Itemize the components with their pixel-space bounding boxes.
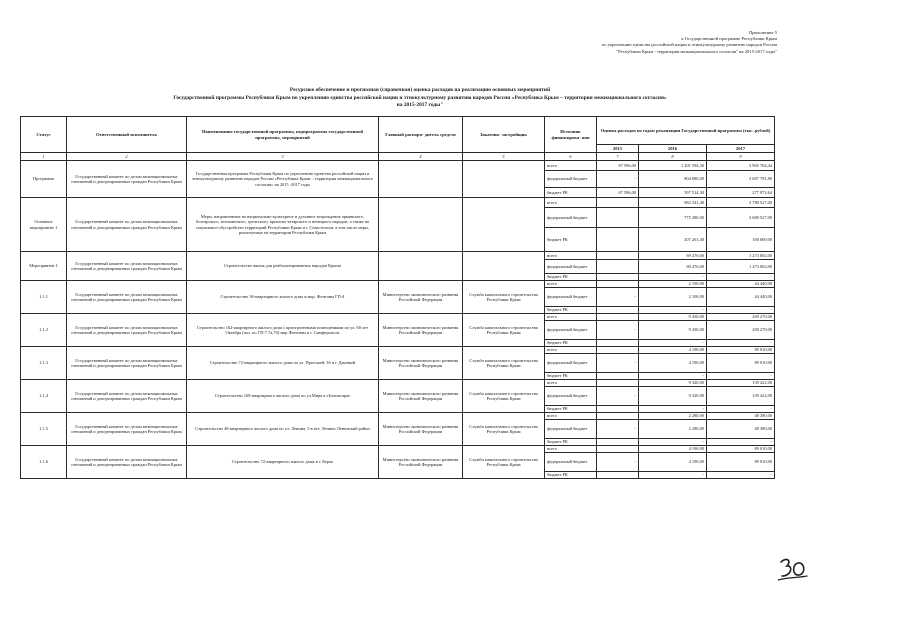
manager-cell: Министерство экономического развития Российской Федерации [379, 380, 463, 413]
value-2015-cell: - [597, 321, 639, 340]
appendix-line-1: Приложение 5 [748, 30, 777, 35]
value-2017-cell: 48 380,00 [707, 420, 775, 439]
value-2016-cell: 9 430,00 [639, 314, 707, 321]
value-2016-cell: - [639, 307, 707, 314]
table-body [21, 161, 775, 479]
value-2016-cell: 4 190,00 [639, 347, 707, 354]
value-2017-cell: 3 965 764,44 [707, 161, 775, 171]
value-2016-cell: 4 190,00 [639, 453, 707, 472]
customer-cell [463, 198, 545, 252]
source-cell: бюджет РК [545, 307, 597, 314]
value-2015-cell [597, 314, 639, 321]
value-2017-cell: 1 273 002,00 [707, 260, 775, 274]
value-2016-cell: 207 261,40 [639, 228, 707, 252]
value-2017-cell: 89 010,00 [707, 453, 775, 472]
appendix-line-2: к Государственной программе Республики Крым [681, 36, 777, 42]
value-2015-cell [597, 406, 639, 413]
executor-cell: Государственный комитет по делам межнациональных отношений и депортированных граждан Республики Крым [67, 380, 187, 413]
source-cell: федеральный бюджет [545, 208, 597, 228]
customer-cell: Служба капитального строительства Республики Крым [463, 446, 545, 479]
customer-cell: Служба капитального строительства Республики Крым [463, 314, 545, 347]
header-year-2017: 2017 [707, 145, 775, 153]
status-cell: 1.1.3 [21, 347, 67, 380]
value-2015-cell [597, 228, 639, 252]
column-index: 6 [545, 153, 597, 161]
value-2017-cell: 3 680 527,00 [707, 208, 775, 228]
customer-cell [463, 161, 545, 198]
value-2016-cell: - [639, 406, 707, 413]
status-cell: Программа [21, 161, 67, 198]
source-cell: всего [545, 446, 597, 453]
value-2015-cell [597, 198, 639, 208]
manager-cell: Министерство экономического развития Российской Федерации [379, 314, 463, 347]
value-2016-cell: 9 320,00 [639, 387, 707, 406]
status-cell: 1.1.2 [21, 314, 67, 347]
source-cell: федеральный бюджет [545, 354, 597, 373]
value-2017-cell: 100 000,00 [707, 228, 775, 252]
source-cell: федеральный бюджет [545, 420, 597, 439]
value-2017-cell: 139 422,00 [707, 380, 775, 387]
status-cell: 1.1.5 [21, 413, 67, 446]
value-2015-cell: - [597, 171, 639, 188]
value-2016-cell: 69 476,00 [639, 260, 707, 274]
header-customer: Заказчик- застройщик [463, 117, 545, 153]
value-2016-cell: - [639, 340, 707, 347]
document-title [40, 87, 800, 110]
value-2015-cell [597, 281, 639, 288]
value-2017-cell: - [707, 472, 775, 479]
activity-name-cell: Строительство 48-квартирного жилого дома по ул. Ленина, 5 в пгт. Ленино Ленинский район [187, 413, 379, 446]
value-2015-cell [597, 446, 639, 453]
value-2015-cell [597, 208, 639, 228]
header-source: Источник финансирова- ния [545, 117, 597, 153]
manager-cell: Министерство экономического развития Российской Федерации [379, 281, 463, 314]
value-2017-cell: - [707, 340, 775, 347]
value-2017-cell: 89 010,00 [707, 347, 775, 354]
value-2016-cell: 2 280,00 [639, 413, 707, 420]
activity-name-cell: Строительство жилья для реабилитированных народов Крыма [187, 252, 379, 281]
table-row [21, 380, 775, 387]
source-cell: бюджет РК [545, 188, 597, 198]
value-2017-cell: - [707, 406, 775, 413]
header-executor: Ответственный исполнитель [67, 117, 187, 153]
value-2016-cell: - [639, 439, 707, 446]
activity-name-cell: Государственная программа Республики Крым по укреплению единства российской нации и этнокультурному развитию народов России «Республика Крым – территория межнационального согласия» на 2015 -2017 годы [187, 161, 379, 198]
value-2015-cell [597, 373, 639, 380]
executor-cell: Государственный комитет по делам межнациональных отношений и депортированных граждан Республики Крым [67, 347, 187, 380]
source-cell: бюджет РК [545, 274, 597, 281]
manager-cell: Министерство экономического развития Российской Федерации [379, 446, 463, 479]
value-2015-cell: 67 596,00 [597, 161, 639, 171]
executor-cell: Государственный комитет по делам межнациональных отношений и депортированных граждан Республики Крым [67, 413, 187, 446]
activity-name-cell: Строительство 162-квартирного жилого дома с пристроенными помещениями по ул. 60 лет Октября (поз. по ГП-7,7а,7б) мкр Фонтаны в г. Симферополь [187, 314, 379, 347]
customer-cell: Служба капитального строительства Республики Крым [463, 413, 545, 446]
manager-cell [379, 198, 463, 252]
executor-cell: Государственный комитет по делам межнациональных отношений и депортированных граждан Республики Крым [67, 446, 187, 479]
table-row [21, 446, 775, 453]
value-2016-cell: 2 100,00 [639, 281, 707, 288]
value-2016-cell: - [639, 373, 707, 380]
activity-name-cell: Строительство 168-квартирного жилого дома по ул.Мира в г.Бахчисарае [187, 380, 379, 413]
table-row [21, 252, 775, 260]
source-cell: федеральный бюджет [545, 453, 597, 472]
header-manager: Главный распоря- дитель средств [379, 117, 463, 153]
source-cell: всего [545, 413, 597, 420]
manager-cell [379, 252, 463, 281]
column-index: 3 [187, 153, 379, 161]
executor-cell: Государственный комитет по делам межнациональных отношений и депортированных граждан Республики Крым [67, 281, 187, 314]
source-cell: бюджет РК [545, 228, 597, 252]
source-cell: бюджет РК [545, 406, 597, 413]
value-2015-cell: 67 596,00 [597, 188, 639, 198]
value-2016-cell: 804 080,00 [639, 171, 707, 188]
source-cell: бюджет РК [545, 373, 597, 380]
value-2017-cell: - [707, 307, 775, 314]
value-2017-cell: 277 972,64 [707, 188, 775, 198]
value-2017-cell: 89 010,00 [707, 354, 775, 373]
table-row [21, 161, 775, 171]
value-2015-cell [597, 380, 639, 387]
column-index: 4 [379, 153, 463, 161]
manager-cell [379, 161, 463, 198]
header-name: Наименование государственной программы, подпрограммы государственной программы, мероприятий [187, 117, 379, 153]
value-2017-cell: 200 270,00 [707, 321, 775, 340]
resource-table [20, 116, 775, 479]
status-cell: 1.1.4 [21, 380, 67, 413]
value-2015-cell [597, 260, 639, 274]
value-2017-cell: 89 010,00 [707, 446, 775, 453]
value-2017-cell: 44 440,00 [707, 281, 775, 288]
value-2015-cell [597, 439, 639, 446]
status-cell: Мероприятие 1 [21, 252, 67, 281]
value-2016-cell: 4 190,00 [639, 446, 707, 453]
value-2015-cell [597, 340, 639, 347]
source-cell: бюджет РК [545, 340, 597, 347]
executor-cell: Государственный комитет по делам межнациональных отношений и депортированных граждан Республики Крым [67, 161, 187, 198]
value-2015-cell: - [597, 288, 639, 307]
column-index: 2 [67, 153, 187, 161]
header-year-2016: 2016 [639, 145, 707, 153]
executor-cell: Государственный комитет по делам межнациональных отношений и депортированных граждан Республики Крым [67, 198, 187, 252]
value-2016-cell: 69 476,00 [639, 252, 707, 260]
value-2015-cell [597, 307, 639, 314]
value-2016-cell: 2 100,00 [639, 288, 707, 307]
value-2017-cell: 200 270,00 [707, 314, 775, 321]
value-2016-cell: 4 190,00 [639, 354, 707, 373]
value-2015-cell [597, 472, 639, 479]
value-2016-cell: - [639, 274, 707, 281]
customer-cell: Служба капитального строительства Республики Крым [463, 281, 545, 314]
table-row [21, 314, 775, 321]
value-2017-cell: 1 273 002,00 [707, 252, 775, 260]
source-cell: бюджет РК [545, 472, 597, 479]
activity-name-cell: Строительство 72-квартирного жилого дома по ул. Проезжей, 3б в г. Джанкой [187, 347, 379, 380]
value-2016-cell: 9 320,00 [639, 380, 707, 387]
manager-cell: Министерство экономического развития Российской Федерации [379, 413, 463, 446]
value-2015-cell: - [597, 354, 639, 373]
column-index: 8 [639, 153, 707, 161]
activity-name-cell: Строительство 36-квартирного жилого дома в мкр. Фонтаны ГП-4 [187, 281, 379, 314]
value-2016-cell: - [639, 472, 707, 479]
column-index: 7 [597, 153, 639, 161]
source-cell: всего [545, 314, 597, 321]
value-2016-cell: 1 201 594,30 [639, 161, 707, 171]
handwritten-page-number [778, 556, 808, 582]
value-2016-cell: 397 514,30 [639, 188, 707, 198]
header-status: Статус [21, 117, 67, 153]
activity-name-cell: Строительство 72-квартирного жилого дома в г. Керчь [187, 446, 379, 479]
value-2017-cell: 3 687 791,80 [707, 171, 775, 188]
executor-cell: Государственный комитет по делам межнациональных отношений и депортированных граждан Республики Крым [67, 252, 187, 281]
status-cell: 1.1.6 [21, 446, 67, 479]
value-2017-cell: 139 422,00 [707, 387, 775, 406]
value-2016-cell: 982 541,40 [639, 198, 707, 208]
value-2016-cell: 775 280,00 [639, 208, 707, 228]
header-estimate: Оценка расходов по годам реализации Государственной программы (тыс. рублей) [597, 117, 775, 145]
column-index-row [21, 153, 775, 161]
value-2015-cell [597, 347, 639, 354]
title-line-1: Ресурсное обеспечение и прогнозная (справочная) оценка расходов на реализацию основных мероприятий [289, 87, 551, 93]
source-cell: бюджет РК [545, 439, 597, 446]
source-cell: федеральный бюджет [545, 171, 597, 188]
column-index: 5 [463, 153, 545, 161]
appendix-line-4: "Республика Крым - территория межнационального согласия" на 2015-2017 годы" [616, 48, 777, 54]
appendix-line-3: по укреплению единства российской нации и этнокультурному развитию народов России [601, 42, 777, 48]
customer-cell: Служба капитального строительства Республики Крым [463, 347, 545, 380]
source-cell: всего [545, 252, 597, 260]
source-cell: всего [545, 198, 597, 208]
value-2016-cell: 2 280,00 [639, 420, 707, 439]
value-2017-cell: - [707, 373, 775, 380]
source-cell: федеральный бюджет [545, 387, 597, 406]
column-index: 9 [707, 153, 775, 161]
value-2015-cell: - [597, 453, 639, 472]
value-2015-cell: - [597, 387, 639, 406]
source-cell: федеральный бюджет [545, 321, 597, 340]
value-2017-cell: - [707, 439, 775, 446]
source-cell: федеральный бюджет [545, 288, 597, 307]
value-2016-cell: 9 430,00 [639, 321, 707, 340]
column-index: 1 [21, 153, 67, 161]
source-cell: всего [545, 347, 597, 354]
value-2015-cell [597, 274, 639, 281]
manager-cell: Министерство экономического развития Российской Федерации [379, 347, 463, 380]
title-line-2: Государственной программы Республики Крым по укреплению единства российской нации и этнокультурному развитию народов России «Республика Крым – территория межнационального согласия» [173, 94, 667, 101]
value-2017-cell: 48 380,00 [707, 413, 775, 420]
value-2015-cell: - [597, 420, 639, 439]
table-row [21, 413, 775, 420]
value-2017-cell: 3 780 527,00 [707, 198, 775, 208]
status-cell: 1.1.1 [21, 281, 67, 314]
appendix-note [357, 30, 777, 55]
customer-cell: Служба капитального строительства Республики Крым [463, 380, 545, 413]
title-line-3: на 2015-2017 годы" [396, 102, 444, 108]
header-year-2015: 2015 [597, 145, 639, 153]
value-2015-cell [597, 413, 639, 420]
value-2015-cell [597, 252, 639, 260]
activity-name-cell: Меры, направленные на национально-культурное и духовное возрождение армянского, болгарского, итальянского, греческого, крымско-татарского и немецкого народов, а также на социальное обустройство территорий Республики Крым и г. Севастополя, в том числе меры, реализуемые на территории Республики Крым [187, 198, 379, 252]
status-cell: Основное мероприятие 1 [21, 198, 67, 252]
value-2017-cell: 44 440,00 [707, 288, 775, 307]
source-cell: всего [545, 281, 597, 288]
table-row [21, 347, 775, 354]
source-cell: всего [545, 380, 597, 387]
table-row [21, 281, 775, 288]
customer-cell [463, 252, 545, 281]
source-cell: всего [545, 161, 597, 171]
value-2017-cell: - [707, 274, 775, 281]
executor-cell: Государственный комитет по делам межнациональных отношений и депортированных граждан Республики Крым [67, 314, 187, 347]
source-cell: федеральный бюджет [545, 260, 597, 274]
table-row [21, 198, 775, 208]
